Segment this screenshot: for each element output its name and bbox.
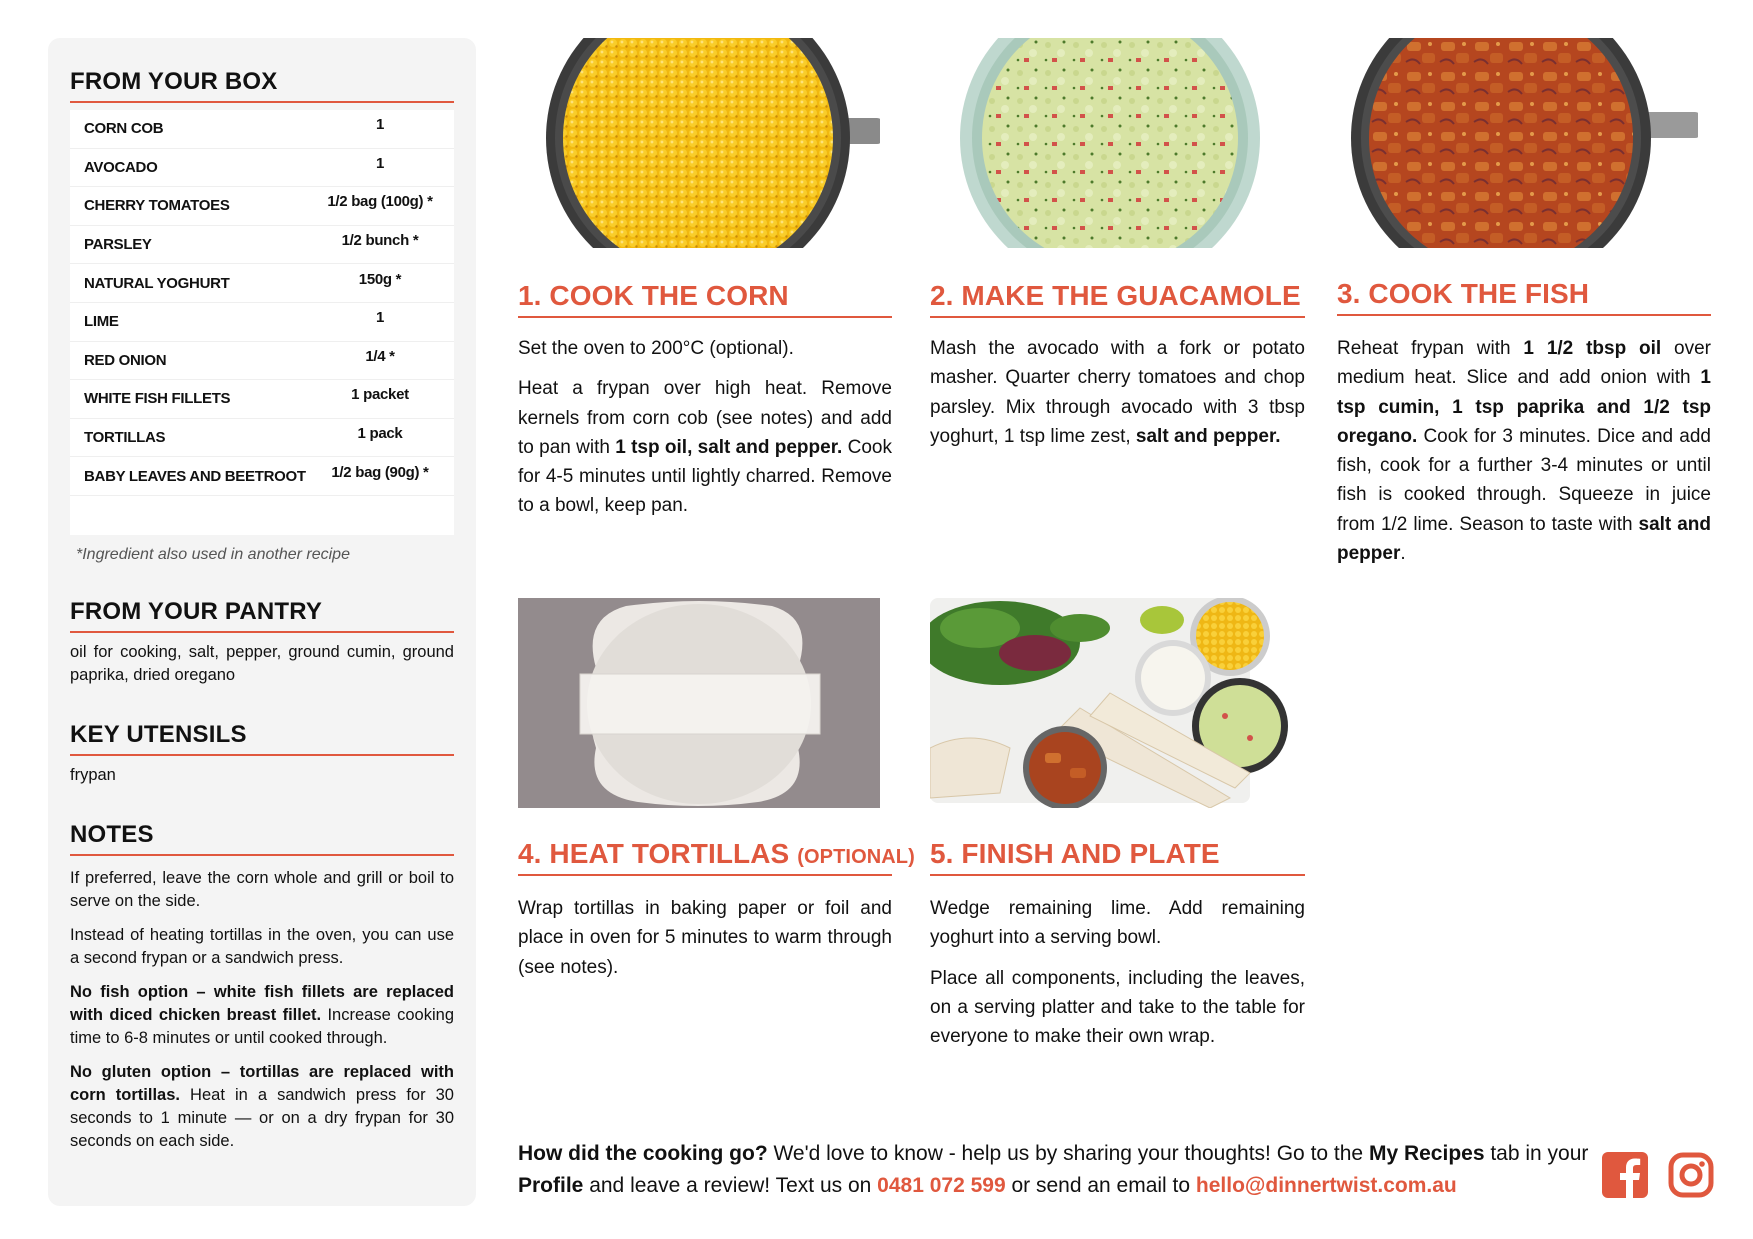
ingredient-row bbox=[70, 380, 454, 419]
ingredient-name: LIME bbox=[84, 313, 119, 331]
step-5-para-2: Place all components, including the leaves, on a serving platter and take to the table for everyone to make their own wrap. bbox=[930, 967, 1305, 1048]
ingredient-qty: 1 pack bbox=[357, 425, 403, 443]
ingredient-row bbox=[70, 110, 454, 149]
ingredient-name: NATURAL YOGHURT bbox=[84, 274, 230, 292]
feedback-footer bbox=[518, 1138, 1598, 1201]
step-3-text-a: Reheat frypan with bbox=[1337, 338, 1524, 359]
ingredient-qty: 1/2 bunch * bbox=[341, 232, 419, 250]
step-4-para-1: Wrap tortillas in baking paper or foil and place in oven for 5 minutes to warm through (see notes). bbox=[518, 898, 892, 978]
note-4-rest: Heat in a sandwich press for 30 seconds to 1 minute — or on a dry frypan for 30 seconds on each side. bbox=[70, 1086, 454, 1150]
platter-photo bbox=[930, 598, 1292, 808]
ingredient-row bbox=[70, 149, 454, 188]
from-your-box-heading: FROM YOUR BOX bbox=[70, 68, 454, 103]
ingredient-qty: 1 packet bbox=[351, 386, 409, 404]
tortillas-photo bbox=[518, 598, 880, 808]
ingredient-qty: 1/2 bag (90g) * bbox=[331, 463, 429, 481]
step-2-bold: salt and pepper. bbox=[1135, 425, 1281, 447]
step-1-text-end: Cook for 4-5 minutes until lightly charred. Remove to a bowl, keep pan. bbox=[518, 436, 892, 517]
pantry-section bbox=[70, 598, 454, 687]
ingredient-name: CHERRY TOMATOES bbox=[84, 197, 230, 215]
step-3-body bbox=[1337, 334, 1711, 579]
ingredient-qty: 1/2 bag (100g) * bbox=[327, 193, 433, 211]
ingredient-qty: 1/4 * bbox=[365, 347, 395, 365]
step-3-para-1 bbox=[1337, 334, 1711, 568]
ingredient-row bbox=[70, 226, 454, 265]
step-4-body bbox=[518, 894, 892, 993]
ingredients-table bbox=[70, 110, 454, 535]
step-1-bold: 1 tsp oil, salt and pepper. bbox=[615, 436, 843, 458]
ingredient-name: TORTILLAS bbox=[84, 429, 166, 447]
step-2-heading: 2. MAKE THE GUACAMOLE bbox=[930, 280, 1305, 318]
step-1-para-2 bbox=[518, 374, 892, 520]
note-1: If preferred, leave the corn whole and grill or boil to serve on the side. bbox=[70, 869, 454, 910]
note-4 bbox=[70, 1061, 454, 1153]
sidebar bbox=[48, 38, 476, 1206]
step-3-text-d: . bbox=[1400, 543, 1406, 565]
step-3-bold-c: salt and pepper bbox=[1337, 513, 1711, 565]
footer-question: How did the cooking go? bbox=[518, 1142, 768, 1165]
ingredient-row bbox=[70, 303, 454, 342]
note-3-rest: Increase cooking time to 6-8 minutes or until cooked through. bbox=[70, 1006, 454, 1047]
utensils-heading: KEY UTENSILS bbox=[70, 721, 454, 756]
step-1-para-1: Set the oven to 200°C (optional). bbox=[518, 338, 794, 359]
phone-link[interactable]: 0481 072 599 bbox=[877, 1173, 1006, 1197]
step-4-title-optional: (OPTIONAL) bbox=[797, 846, 915, 868]
email-link[interactable]: hello@dinnertwist.com.au bbox=[1195, 1173, 1457, 1197]
ingredient-row bbox=[70, 187, 454, 226]
ingredient-footnote: *Ingredient also used in another recipe bbox=[76, 546, 350, 563]
note-3-bold: No fish option – white fish fillets are replaced with diced chicken breast fillet. bbox=[70, 983, 454, 1024]
ingredient-row bbox=[70, 342, 454, 381]
step-2-para-1 bbox=[930, 334, 1305, 451]
step-3-bold-a: 1 1/2 tbsp oil bbox=[1523, 338, 1662, 359]
step-3-heading: 3. COOK THE FISH bbox=[1337, 278, 1711, 316]
utensils-text: frypan bbox=[70, 766, 116, 784]
instagram-icon[interactable] bbox=[1668, 1152, 1714, 1198]
ingredient-name: WHITE FISH FILLETS bbox=[84, 390, 231, 408]
pantry-heading: FROM YOUR PANTRY bbox=[70, 598, 454, 633]
step-3-text-b: over medium heat. Slice and add onion with bbox=[1337, 338, 1711, 389]
step-2-text: Mash the avocado with a fork or potato masher. Quarter cherry tomatoes and chop parsley. Mix through avocado with 3 tbsp yoghurt, 1 tsp lime zest, bbox=[930, 338, 1305, 447]
ingredient-row bbox=[70, 419, 454, 458]
ingredient-row bbox=[70, 457, 454, 496]
facebook-icon[interactable] bbox=[1602, 1152, 1648, 1198]
note-2: Instead of heating tortillas in the oven, you can use a second frypan or a sandwich press. bbox=[70, 926, 454, 967]
ingredient-name: PARSLEY bbox=[84, 236, 152, 254]
notes-heading: NOTES bbox=[70, 821, 454, 856]
guacamole-photo bbox=[930, 38, 1292, 248]
step-1-heading: 1. COOK THE CORN bbox=[518, 280, 892, 318]
note-4-bold: No gluten option – tortillas are replaced with corn tortillas. bbox=[70, 1063, 454, 1104]
step-5-body bbox=[930, 894, 1305, 1062]
step-1-text: Heat a frypan over high heat. Remove kernels from corn cob (see notes) and add to pan with bbox=[518, 378, 892, 458]
ingredient-name: RED ONION bbox=[84, 351, 167, 369]
note-3 bbox=[70, 981, 454, 1050]
footer-text-3: and leave a review! Text us on bbox=[583, 1173, 878, 1197]
ingredient-name: AVOCADO bbox=[84, 158, 158, 176]
step-4-heading bbox=[518, 838, 915, 876]
ingredient-name: BABY LEAVES AND BEETROOT bbox=[84, 467, 306, 485]
ingredient-qty: 1 bbox=[375, 309, 385, 327]
step-1-body bbox=[518, 334, 892, 532]
pantry-text: oil for cooking, salt, pepper, ground cumin, ground paprika, dried oregano bbox=[70, 643, 454, 684]
corn-photo bbox=[518, 38, 880, 248]
step-5-heading: 5. FINISH AND PLATE bbox=[930, 838, 1305, 876]
utensils-section bbox=[70, 721, 454, 787]
ingredient-qty: 150g * bbox=[358, 270, 402, 288]
notes-section bbox=[70, 821, 454, 1153]
footer-text-2: tab in your bbox=[1484, 1142, 1589, 1165]
footer-text-1: We'd love to know - help us by sharing your thoughts! Go to the bbox=[767, 1142, 1369, 1165]
profile-link[interactable]: Profile bbox=[518, 1173, 584, 1197]
step-3-text-c: Cook for 3 minutes. Dice and add fish, cook for a further 3-4 minutes or until fish is cooked through. Squeeze in juice from 1/2 lime. Season to taste with bbox=[1337, 425, 1711, 535]
step-3-bold-b: 1 tsp cumin, 1 tsp paprika and 1/2 tsp oregano. bbox=[1337, 367, 1711, 447]
ingredient-name: CORN COB bbox=[84, 120, 164, 138]
step-4-title: 4. HEAT TORTILLAS bbox=[518, 838, 790, 869]
fish-photo bbox=[1336, 38, 1698, 248]
my-recipes-link[interactable]: My Recipes bbox=[1368, 1142, 1485, 1165]
step-5-para-1: Wedge remaining lime. Add remaining yoghurt into a serving bowl. bbox=[930, 898, 1305, 949]
ingredient-qty: 1 bbox=[375, 116, 385, 134]
ingredient-qty: 1 bbox=[375, 154, 385, 172]
footer-text-4: or send an email to bbox=[1005, 1173, 1196, 1197]
ingredient-row bbox=[70, 264, 454, 303]
step-2-body bbox=[930, 334, 1305, 462]
